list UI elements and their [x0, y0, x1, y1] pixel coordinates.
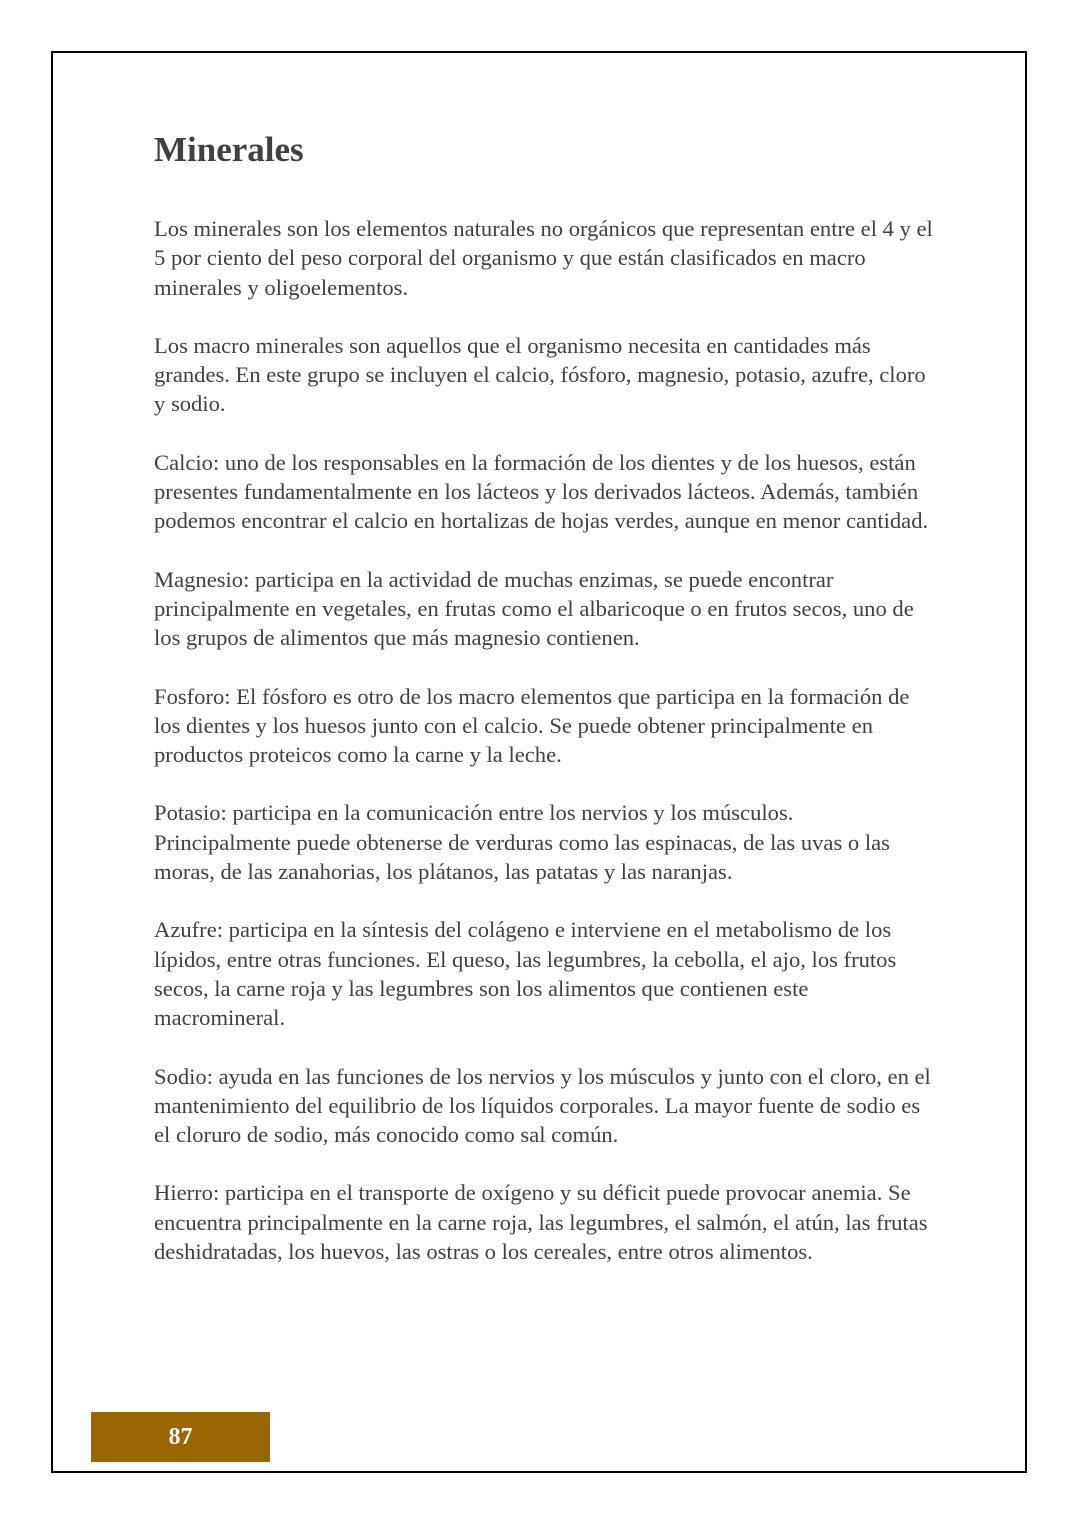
page-number: 87 [168, 1423, 193, 1450]
paragraph-fosforo: Fosforo: El fósforo es otro de los macro elementos que participa en la formación de los dientes y los huesos junto con el calcio. Se puede obtener principalmente en productos proteicos como la carne y la leche. [154, 683, 910, 768]
paragraph-azufre: Azufre: participa en la síntesis del colágeno e interviene en el metabolismo de los lípidos, entre otras funciones. El queso, las legumbres, la cebolla, el ajo, los frutos secos, la carne roja y las legumbres son los alimentos que contienen este macromineral. [154, 917, 897, 1031]
page-number-badge [91, 1412, 270, 1462]
paragraph-macro-minerals: Los macro minerales son aquellos que el organismo necesita en cantidades más grandes. En este grupo se incluyen el calcio, fósforo, magnesio, potasio, azufre, cloro y sodio. [154, 332, 926, 417]
paragraph-sodio: Sodio: ayuda en las funciones de los nervios y los músculos y junto con el cloro, en el mantenimiento del equilibrio de los líquidos corporales. La mayor fuente de sodio es el cloruro de sodio, más conocido como sal común. [154, 1063, 931, 1148]
paragraph-calcio: Calcio: uno de los responsables en la formación de los dientes y de los huesos, están presentes fundamentalmente en los lácteos y los derivados lácteos. Además, también podemos encontrar el calcio en hortalizas de hojas verdes, aunque en menor cantidad. [154, 449, 929, 534]
page-content [154, 128, 934, 1295]
paragraph-potasio: Potasio: participa en la comunicación entre los nervios y los músculos. Principalmente puede obtenerse de verduras como las espinacas, de las uvas o las moras, de las zanahorias, los plátanos, las patatas y las naranjas. [154, 800, 890, 885]
page-title: Minerales [154, 130, 304, 169]
paragraph-hierro: Hierro: participa en el transporte de oxígeno y su déficit puede provocar anemia. Se encuentra principalmente en la carne roja, las legumbres, el salmón, el atún, las frutas deshidratadas, los huevos, las ostras o los cereales, entre otros alimentos. [154, 1180, 928, 1265]
paragraph-magnesio: Magnesio: participa en la actividad de muchas enzimas, se puede encontrar principalmente en vegetales, en frutas como el albaricoque o en frutos secos, uno de los grupos de alimentos que más magnesio contienen. [154, 566, 914, 651]
paragraph-intro: Los minerales son los elementos naturales no orgánicos que representan entre el 4 y el 5 por ciento del peso corporal del organismo y que están clasificados en macro minerales y oligoelementos. [154, 216, 933, 300]
